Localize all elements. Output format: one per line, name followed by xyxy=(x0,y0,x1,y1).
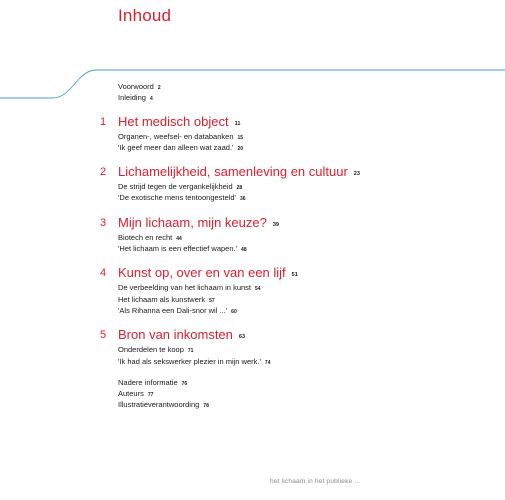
front-matter xyxy=(118,82,488,105)
chapter-number: 2 xyxy=(100,166,107,179)
page-number: 51 xyxy=(291,272,298,279)
toc-entry[interactable]: Het lichaam als kunstwerk 57 xyxy=(118,294,215,304)
page-number: 78 xyxy=(203,403,209,410)
chapter-3 xyxy=(100,214,488,256)
chapter-2 xyxy=(100,164,488,205)
page-number: 20 xyxy=(237,145,243,152)
toc-entry[interactable]: De strijd tegen de vergankelijkheid 28 xyxy=(118,182,243,192)
chapter-title[interactable]: Bron van inkomsten 63 xyxy=(118,327,246,343)
chapter-title[interactable]: Lichamelijkheid, samenleving en cultuur 23 xyxy=(118,164,360,180)
toc-entry[interactable]: Voorwoord 2 xyxy=(118,82,161,91)
page-number: 57 xyxy=(209,297,215,304)
page-number: 77 xyxy=(147,392,154,399)
toc-entry[interactable]: 'Ik had als sekswerker plezier in mijn werk.' 74 xyxy=(118,356,271,366)
chapter-1 xyxy=(100,113,488,155)
toc-entry[interactable]: De verbeelding van het lichaam in kunst 54 xyxy=(118,283,261,293)
page-number: 23 xyxy=(353,171,360,178)
chapter-number: 5 xyxy=(100,329,107,342)
toc-entry[interactable]: Onderdelen te koop 71 xyxy=(118,345,194,355)
chapter-title[interactable]: Kunst op, over en van een lijf 51 xyxy=(118,265,298,281)
page-title: Inhoud xyxy=(118,6,172,25)
page-number: 54 xyxy=(255,286,261,293)
chapter-title[interactable]: Het medisch object 11 xyxy=(118,113,241,129)
toc-entry[interactable]: Biotech en recht 44 xyxy=(118,232,182,242)
toc-entry[interactable]: 'De exotische mens tentoongesteld' 36 xyxy=(118,193,246,203)
toc-entry[interactable]: Illustratieverantwoording 78 xyxy=(118,400,209,410)
page-number: 2 xyxy=(157,85,161,91)
toc-entry[interactable]: 'Als Rihanna een Dali-snor wil ...' 60 xyxy=(118,305,237,315)
page-footer: het lichaam in het publieke ... xyxy=(270,478,361,485)
page-number: 71 xyxy=(187,348,194,355)
page-number: 36 xyxy=(239,196,246,203)
chapter-title[interactable]: Mijn lichaam, mijn keuze? 39 xyxy=(118,214,279,230)
page-number: 11 xyxy=(234,120,241,127)
toc-entry[interactable]: Organen-, weefsel- en databanken 15 xyxy=(118,131,244,141)
chapter-number: 1 xyxy=(100,115,107,128)
chapter-number: 3 xyxy=(100,216,107,229)
page-number: 76 xyxy=(181,380,188,387)
page-number: 28 xyxy=(236,185,243,192)
chapter-5 xyxy=(100,327,488,368)
toc-entry[interactable]: 'Het lichaam is een effectief wapen.' 48 xyxy=(118,244,247,254)
page-number: 15 xyxy=(237,134,244,141)
chapter-4 xyxy=(100,265,488,317)
page-number: 63 xyxy=(238,334,246,341)
toc-entry[interactable]: Inleiding 4 xyxy=(118,93,153,103)
chapter-number: 4 xyxy=(100,267,107,280)
page-number: 44 xyxy=(176,235,182,242)
toc-entry[interactable]: Nadere informatie 76 xyxy=(118,377,188,387)
back-matter xyxy=(118,378,488,412)
table-of-contents xyxy=(100,82,488,412)
page-number: 4 xyxy=(149,96,153,103)
page-number: 60 xyxy=(231,308,237,315)
toc-entry[interactable]: Auteurs 77 xyxy=(118,389,154,399)
toc-entry[interactable]: 'Ik geef meer dan alleen wat zaad.' 20 xyxy=(118,142,243,152)
page-number: 74 xyxy=(264,359,271,366)
page-number: 39 xyxy=(272,221,279,228)
page-number: 48 xyxy=(241,247,247,254)
